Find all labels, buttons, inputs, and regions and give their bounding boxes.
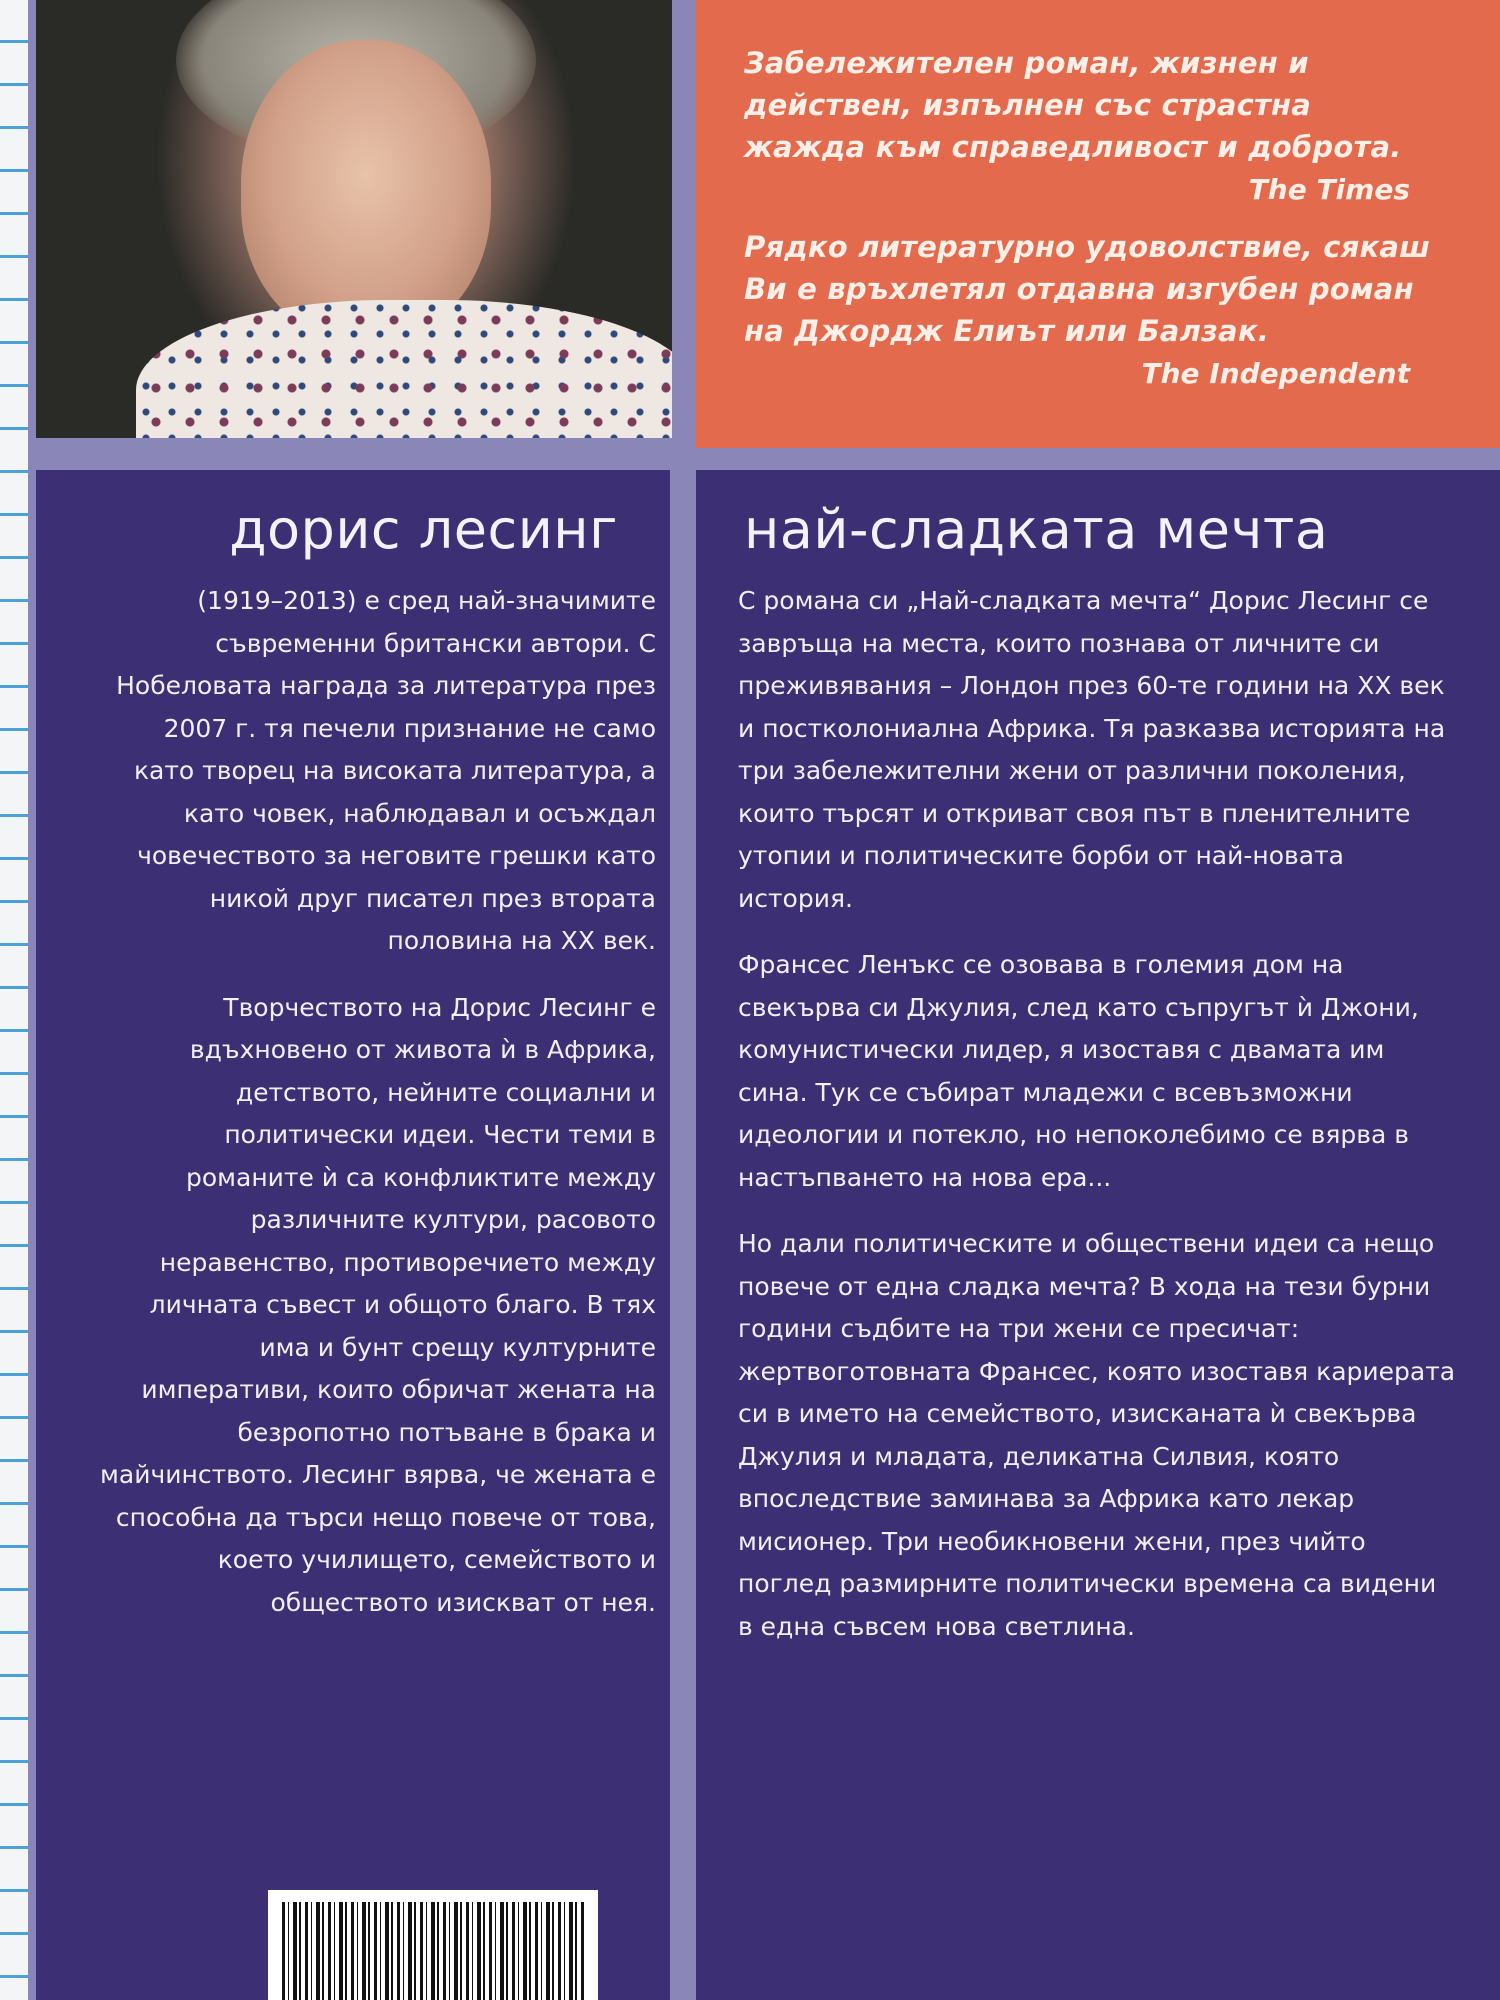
author-bio-paragraph: (1919–2013) е сред най-значимите съвременни британски автори. С Нобеловата награда за литература през 2007 г. тя печели признание не само като творец на високата литература, а като човек, наблюдавал и осъждал човечеството за неговите грешки като никой друг писател през втората половина на XX век. (116, 586, 656, 955)
book-title: най-сладката мечта (744, 498, 1329, 561)
book-panel (696, 470, 1500, 2000)
book-description (738, 580, 1458, 1648)
review-quote-text: Забележителен роман, жизнен и действен, изпълнен със страстна жажда към справедливост и доброта. (744, 46, 1402, 164)
review-quote (744, 42, 1440, 212)
author-bio (96, 580, 656, 1624)
barcode-bars (282, 1902, 584, 2000)
review-quote-source: The Independent (1141, 357, 1410, 390)
book-description-paragraph: С романа си „Най-сладката мечта“ Дорис Лесинг се завръща на места, които познава от личните си преживявания – Лондон през 60-те години на XX век и постколониална Африка. Тя разказва историята на три забележителни жени от различни поколения, които търсят и откриват своя път в пленителните утопии и политическите борби от най-новата история. (738, 586, 1446, 913)
review-quote (744, 226, 1440, 396)
review-quote-source: The Times (1248, 173, 1410, 206)
author-bio-paragraph: Творчеството на Дорис Лесинг е вдъхновено от живота ѝ в Африка, детството, нейните социални и политически идеи. Чести теми в романите ѝ са конфликтите между различните култури, расовото неравенство, противоречието между личната съвест и общото благо. В тях има и бунт срещу културните императиви, които обричат жената на безропотно потъване в брака и майчинството. Лесинг вярва, че жената е способна да търси нещо повече от това, което училището, семейството и обществото изискват от нея. (100, 992, 656, 1617)
author-name: дорис лесинг (229, 498, 618, 561)
book-description-paragraph: Франсес Ленъкс се озовава в големия дом на свекърва си Джулия, след като съпругът ѝ Джони, комунистически лидер, я изоставя с двамата им сина. Тук се събират младежи с всевъзможни идеологии и потекло, но непоколебимо се вярва в настъпването на нова ера... (738, 950, 1419, 1192)
book-description-paragraph: Но дали политическите и обществени идеи са нещо повече от една сладка мечта? В хода на тези бурни години съдбите на три жени се пресичат: жертвоготовната Франсес, която изоставя кариерата си в името на семейството, изисканата ѝ свекърва Джулия и младата, деликатна Силвия, която впоследствие заминава за Африка като лекар мисионер. Три необикновени жени, през чийто поглед размирните политически времена са видени в една съвсем нова светлина. (738, 1229, 1456, 1641)
review-quotes-panel (696, 0, 1500, 448)
review-quote-text: Рядко литературно удоволствие, сякаш Ви е връхлетял отдавна изгубен роман на Джордж Елиът или Балзак. (744, 230, 1431, 348)
author-photo (36, 0, 672, 438)
photo-face (241, 40, 491, 340)
barcode (268, 1890, 598, 2000)
photo-blouse (136, 300, 672, 438)
author-panel (36, 470, 670, 2000)
